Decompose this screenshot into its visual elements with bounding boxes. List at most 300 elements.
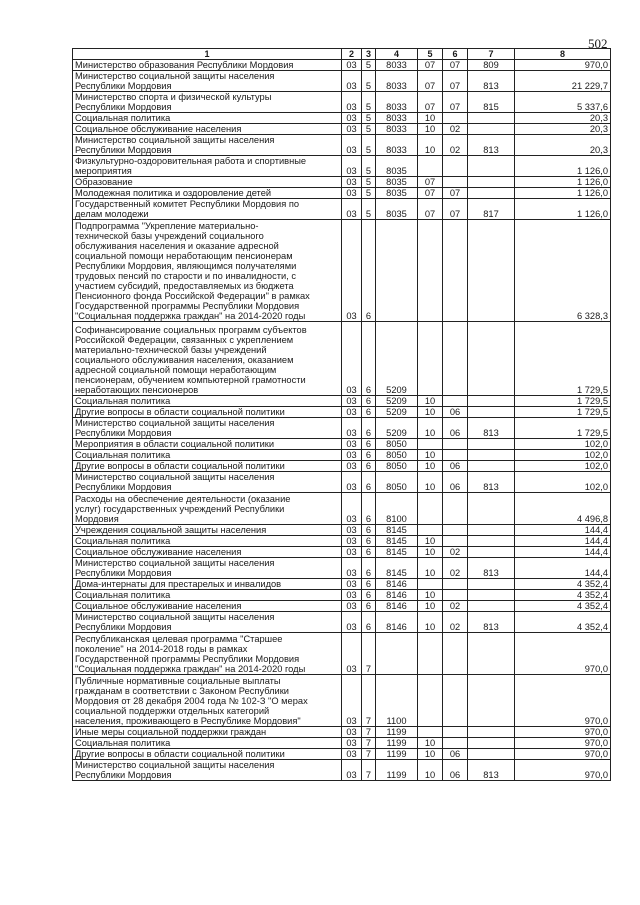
code-cell xyxy=(468,493,515,525)
code-cell xyxy=(468,156,515,177)
table-row xyxy=(73,199,611,220)
row-name: Министерство спорта и физической культуры Республики Мордовия xyxy=(73,92,342,113)
table-row xyxy=(73,135,611,156)
row-name: Социальное обслуживание населения xyxy=(73,601,342,612)
code-cell xyxy=(443,156,468,177)
code-cell: 06 xyxy=(443,749,468,760)
code-cell xyxy=(443,579,468,590)
code-cell xyxy=(468,749,515,760)
code-cell: 06 xyxy=(443,760,468,781)
code-cell: 6 xyxy=(362,461,376,472)
table-row xyxy=(73,322,611,396)
row-name: Министерство социальной защиты населения Республики Мордовия xyxy=(73,135,342,156)
code-cell xyxy=(443,322,468,396)
table-row xyxy=(73,738,611,749)
page-number: 502 xyxy=(588,36,608,51)
code-cell: 813 xyxy=(468,760,515,781)
code-cell xyxy=(468,590,515,601)
row-name: Социальная политика xyxy=(73,113,342,124)
code-cell: 5209 xyxy=(376,407,418,418)
code-cell: 03 xyxy=(342,156,362,177)
code-cell: 6 xyxy=(362,396,376,407)
amount-cell: 970,0 xyxy=(515,675,611,727)
row-name: Публичные нормативные социальные выплаты гражданам в соответствии с Законом Республики Мордовия от 28 декабря 2004 года № 102-З "О мерах социальной поддержки отдельных категорий населения, проживающего в Республике Мордовия" xyxy=(73,675,342,727)
code-cell xyxy=(468,536,515,547)
row-name: Министерство социальной защиты населения Республики Мордовия xyxy=(73,558,342,579)
code-cell xyxy=(443,675,468,727)
header-cell: 6 xyxy=(443,49,468,60)
code-cell xyxy=(443,525,468,536)
row-name: Молодежная политика и оздоровление детей xyxy=(73,188,342,199)
code-cell xyxy=(468,396,515,407)
code-cell: 8146 xyxy=(376,612,418,633)
code-cell: 02 xyxy=(443,135,468,156)
row-name: Министерство социальной защиты населения Республики Мордовия xyxy=(73,760,342,781)
code-cell: 7 xyxy=(362,675,376,727)
table-row xyxy=(73,156,611,177)
code-cell: 8145 xyxy=(376,558,418,579)
code-cell: 03 xyxy=(342,113,362,124)
row-name: Социальная политика xyxy=(73,536,342,547)
code-cell: 07 xyxy=(418,60,443,71)
code-cell: 813 xyxy=(468,612,515,633)
code-cell: 10 xyxy=(418,418,443,439)
table-row xyxy=(73,439,611,450)
code-cell xyxy=(468,738,515,749)
code-cell: 03 xyxy=(342,124,362,135)
amount-cell: 20,3 xyxy=(515,135,611,156)
amount-cell: 1 126,0 xyxy=(515,177,611,188)
code-cell xyxy=(468,188,515,199)
code-cell: 8050 xyxy=(376,461,418,472)
code-cell: 5209 xyxy=(376,396,418,407)
code-cell: 8033 xyxy=(376,135,418,156)
header-cell: 1 xyxy=(73,49,342,60)
row-name: Образование xyxy=(73,177,342,188)
amount-cell: 102,0 xyxy=(515,439,611,450)
code-cell: 6 xyxy=(362,558,376,579)
code-cell xyxy=(443,738,468,749)
code-cell xyxy=(468,407,515,418)
code-cell: 06 xyxy=(443,418,468,439)
amount-cell: 144,4 xyxy=(515,536,611,547)
table-row xyxy=(73,493,611,525)
amount-cell: 20,3 xyxy=(515,113,611,124)
code-cell: 1199 xyxy=(376,738,418,749)
header-cell: 2 xyxy=(342,49,362,60)
code-cell xyxy=(418,439,443,450)
row-name: Другие вопросы в области социальной политики xyxy=(73,461,342,472)
code-cell: 8033 xyxy=(376,92,418,113)
amount-cell: 5 337,6 xyxy=(515,92,611,113)
code-cell: 03 xyxy=(342,199,362,220)
table-row xyxy=(73,407,611,418)
amount-cell: 102,0 xyxy=(515,461,611,472)
code-cell: 10 xyxy=(418,601,443,612)
code-cell: 03 xyxy=(342,612,362,633)
code-cell: 1100 xyxy=(376,675,418,727)
code-cell: 07 xyxy=(443,71,468,92)
table-row xyxy=(73,92,611,113)
table-row xyxy=(73,558,611,579)
code-cell: 03 xyxy=(342,675,362,727)
amount-cell: 4 352,4 xyxy=(515,590,611,601)
code-cell xyxy=(468,633,515,675)
table-row xyxy=(73,396,611,407)
code-cell xyxy=(468,439,515,450)
code-cell: 03 xyxy=(342,558,362,579)
row-name: Министерство социальной защиты населения Республики Мордовия xyxy=(73,71,342,92)
code-cell: 03 xyxy=(342,536,362,547)
code-cell xyxy=(443,493,468,525)
code-cell: 02 xyxy=(443,601,468,612)
code-cell: 03 xyxy=(342,547,362,558)
code-cell: 8035 xyxy=(376,188,418,199)
table-row xyxy=(73,601,611,612)
row-name: Социальная политика xyxy=(73,396,342,407)
code-cell: 03 xyxy=(342,418,362,439)
amount-cell: 1 126,0 xyxy=(515,156,611,177)
code-cell: 5 xyxy=(362,177,376,188)
code-cell: 5 xyxy=(362,135,376,156)
amount-cell: 102,0 xyxy=(515,472,611,493)
code-cell: 813 xyxy=(468,472,515,493)
amount-cell: 144,4 xyxy=(515,525,611,536)
table-row xyxy=(73,675,611,727)
amount-cell: 144,4 xyxy=(515,547,611,558)
code-cell: 8035 xyxy=(376,156,418,177)
table-row xyxy=(73,450,611,461)
code-cell: 5 xyxy=(362,156,376,177)
row-name: Социальная политика xyxy=(73,590,342,601)
code-cell: 6 xyxy=(362,612,376,633)
code-cell: 10 xyxy=(418,135,443,156)
code-cell xyxy=(468,322,515,396)
code-cell: 1199 xyxy=(376,749,418,760)
code-cell xyxy=(443,590,468,601)
code-cell: 6 xyxy=(362,322,376,396)
code-cell: 809 xyxy=(468,60,515,71)
table-body xyxy=(73,60,611,781)
code-cell: 03 xyxy=(342,135,362,156)
code-cell: 815 xyxy=(468,92,515,113)
row-name: Другие вопросы в области социальной политики xyxy=(73,749,342,760)
code-cell: 813 xyxy=(468,135,515,156)
code-cell xyxy=(443,177,468,188)
table-row xyxy=(73,60,611,71)
code-cell xyxy=(468,579,515,590)
code-cell xyxy=(468,461,515,472)
code-cell: 03 xyxy=(342,322,362,396)
code-cell: 1199 xyxy=(376,760,418,781)
code-cell: 6 xyxy=(362,439,376,450)
code-cell: 07 xyxy=(418,199,443,220)
code-cell xyxy=(443,439,468,450)
code-cell xyxy=(468,601,515,612)
code-cell: 5 xyxy=(362,92,376,113)
row-name: Подпрограмма "Укрепление материально- технической базы учреждений социального обслуживания населения и оказание адресной социальной помощи неработающим пенсионерам Республики Мордовия, являющимся получателями трудовых пенсий по старости и по инвалидности, с участием субсидий, предоставляемых из бюджета Пенсионного фонда Российской Федерации" в рамках Государственной программы Республики Мордовия "Социальная поддержка граждан" на 2014-2020 годы xyxy=(73,220,342,322)
amount-cell: 4 352,4 xyxy=(515,612,611,633)
code-cell: 10 xyxy=(418,113,443,124)
row-name: Другие вопросы в области социальной политики xyxy=(73,407,342,418)
code-cell: 8050 xyxy=(376,472,418,493)
code-cell: 03 xyxy=(342,439,362,450)
code-cell: 8100 xyxy=(376,493,418,525)
code-cell: 6 xyxy=(362,220,376,322)
code-cell xyxy=(418,525,443,536)
code-cell: 07 xyxy=(418,71,443,92)
code-cell: 07 xyxy=(418,188,443,199)
code-cell: 03 xyxy=(342,472,362,493)
code-cell: 5 xyxy=(362,60,376,71)
amount-cell: 4 352,4 xyxy=(515,579,611,590)
row-name: Социальное обслуживание населения xyxy=(73,547,342,558)
table-row xyxy=(73,124,611,135)
header-cell: 7 xyxy=(468,49,515,60)
code-cell: 03 xyxy=(342,579,362,590)
table-row xyxy=(73,525,611,536)
code-cell: 8033 xyxy=(376,71,418,92)
table-header-row xyxy=(73,49,611,60)
code-cell xyxy=(443,727,468,738)
code-cell: 5209 xyxy=(376,322,418,396)
code-cell: 02 xyxy=(443,612,468,633)
row-name: Министерство социальной защиты населения Республики Мордовия xyxy=(73,418,342,439)
code-cell: 7 xyxy=(362,749,376,760)
code-cell: 1199 xyxy=(376,727,418,738)
table-row xyxy=(73,536,611,547)
code-cell: 6 xyxy=(362,418,376,439)
code-cell: 03 xyxy=(342,633,362,675)
code-cell: 03 xyxy=(342,188,362,199)
code-cell: 7 xyxy=(362,633,376,675)
code-cell: 6 xyxy=(362,525,376,536)
amount-cell: 1 729,5 xyxy=(515,396,611,407)
code-cell xyxy=(468,675,515,727)
code-cell: 03 xyxy=(342,71,362,92)
table-row xyxy=(73,418,611,439)
code-cell: 813 xyxy=(468,558,515,579)
amount-cell: 970,0 xyxy=(515,60,611,71)
code-cell: 7 xyxy=(362,727,376,738)
code-cell xyxy=(443,536,468,547)
code-cell: 6 xyxy=(362,536,376,547)
code-cell: 07 xyxy=(443,60,468,71)
code-cell: 813 xyxy=(468,71,515,92)
code-cell xyxy=(376,633,418,675)
code-cell: 8146 xyxy=(376,601,418,612)
code-cell: 6 xyxy=(362,579,376,590)
amount-cell: 4 496,8 xyxy=(515,493,611,525)
table-row xyxy=(73,579,611,590)
table-row xyxy=(73,727,611,738)
code-cell: 5 xyxy=(362,124,376,135)
code-cell xyxy=(443,633,468,675)
code-cell: 8050 xyxy=(376,450,418,461)
row-name: Социальное обслуживание населения xyxy=(73,124,342,135)
code-cell xyxy=(468,727,515,738)
code-cell: 07 xyxy=(418,177,443,188)
code-cell: 817 xyxy=(468,199,515,220)
code-cell: 10 xyxy=(418,124,443,135)
code-cell xyxy=(418,675,443,727)
code-cell xyxy=(443,113,468,124)
table-row xyxy=(73,547,611,558)
amount-cell: 1 729,5 xyxy=(515,322,611,396)
code-cell: 03 xyxy=(342,60,362,71)
code-cell xyxy=(418,220,443,322)
row-name: Мероприятия в области социальной политики xyxy=(73,439,342,450)
code-cell: 03 xyxy=(342,92,362,113)
row-name: Министерство социальной защиты населения Республики Мордовия xyxy=(73,472,342,493)
code-cell xyxy=(418,156,443,177)
code-cell: 06 xyxy=(443,461,468,472)
code-cell xyxy=(468,547,515,558)
code-cell xyxy=(443,220,468,322)
table-row xyxy=(73,760,611,781)
code-cell: 10 xyxy=(418,749,443,760)
code-cell: 03 xyxy=(342,407,362,418)
code-cell: 10 xyxy=(418,558,443,579)
code-cell: 8145 xyxy=(376,547,418,558)
code-cell: 8033 xyxy=(376,124,418,135)
code-cell: 10 xyxy=(418,407,443,418)
code-cell xyxy=(468,177,515,188)
code-cell xyxy=(376,220,418,322)
amount-cell: 970,0 xyxy=(515,727,611,738)
row-name: Иные меры социальной поддержки граждан xyxy=(73,727,342,738)
amount-cell: 4 352,4 xyxy=(515,601,611,612)
row-name: Министерство социальной защиты населения Республики Мордовия xyxy=(73,612,342,633)
table-row xyxy=(73,461,611,472)
code-cell: 6 xyxy=(362,590,376,601)
code-cell: 10 xyxy=(418,590,443,601)
amount-cell: 1 729,5 xyxy=(515,418,611,439)
code-cell: 03 xyxy=(342,493,362,525)
row-name: Софинансирование социальных программ субъектов Российской Федерации, связанных с укреплением материально-технической базы учреждений социального обслуживания населения, оказанием адресной социальной помощи неработающим пенсионерам, обучением компьютерной грамотности неработающих пенсионеров xyxy=(73,322,342,396)
code-cell: 10 xyxy=(418,472,443,493)
code-cell xyxy=(418,322,443,396)
code-cell: 8033 xyxy=(376,60,418,71)
code-cell: 8145 xyxy=(376,525,418,536)
code-cell: 5 xyxy=(362,113,376,124)
table-row xyxy=(73,71,611,92)
table-row xyxy=(73,590,611,601)
header-cell: 8 xyxy=(515,49,611,60)
code-cell: 8050 xyxy=(376,439,418,450)
code-cell xyxy=(468,113,515,124)
code-cell: 10 xyxy=(418,461,443,472)
code-cell: 8146 xyxy=(376,579,418,590)
code-cell: 02 xyxy=(443,558,468,579)
row-name: Дома-интернаты для престарелых и инвалидов xyxy=(73,579,342,590)
amount-cell: 102,0 xyxy=(515,450,611,461)
code-cell: 10 xyxy=(418,738,443,749)
code-cell: 7 xyxy=(362,738,376,749)
row-name: Социальная политика xyxy=(73,450,342,461)
code-cell: 6 xyxy=(362,450,376,461)
code-cell: 03 xyxy=(342,220,362,322)
code-cell: 6 xyxy=(362,407,376,418)
code-cell: 07 xyxy=(443,92,468,113)
code-cell xyxy=(418,493,443,525)
code-cell: 10 xyxy=(418,396,443,407)
code-cell: 5 xyxy=(362,71,376,92)
row-name: Социальная политика xyxy=(73,738,342,749)
code-cell: 02 xyxy=(443,124,468,135)
code-cell xyxy=(443,450,468,461)
header-cell: 3 xyxy=(362,49,376,60)
code-cell: 6 xyxy=(362,601,376,612)
row-name: Министерство образования Республики Мордовия xyxy=(73,60,342,71)
code-cell: 07 xyxy=(443,199,468,220)
code-cell: 03 xyxy=(342,760,362,781)
code-cell: 03 xyxy=(342,396,362,407)
code-cell: 03 xyxy=(342,738,362,749)
code-cell xyxy=(468,124,515,135)
table-row xyxy=(73,177,611,188)
code-cell: 10 xyxy=(418,547,443,558)
table-row xyxy=(73,113,611,124)
code-cell: 03 xyxy=(342,461,362,472)
code-cell: 8033 xyxy=(376,113,418,124)
amount-cell: 6 328,3 xyxy=(515,220,611,322)
code-cell: 5209 xyxy=(376,418,418,439)
code-cell xyxy=(418,633,443,675)
row-name: Расходы на обеспечение деятельности (оказание услуг) государственных учреждений Республики Мордовия xyxy=(73,493,342,525)
amount-cell: 1 126,0 xyxy=(515,188,611,199)
header-cell: 5 xyxy=(418,49,443,60)
code-cell: 6 xyxy=(362,547,376,558)
code-cell xyxy=(468,450,515,461)
amount-cell: 144,4 xyxy=(515,558,611,579)
code-cell: 06 xyxy=(443,472,468,493)
code-cell: 03 xyxy=(342,749,362,760)
code-cell: 10 xyxy=(418,612,443,633)
code-cell: 02 xyxy=(443,547,468,558)
code-cell: 5 xyxy=(362,188,376,199)
code-cell: 03 xyxy=(342,450,362,461)
code-cell xyxy=(468,525,515,536)
code-cell: 6 xyxy=(362,472,376,493)
header-cell: 4 xyxy=(376,49,418,60)
amount-cell: 21 229,7 xyxy=(515,71,611,92)
code-cell xyxy=(418,727,443,738)
amount-cell: 970,0 xyxy=(515,738,611,749)
amount-cell: 970,0 xyxy=(515,633,611,675)
row-name: Физкультурно-оздоровительная работа и спортивные мероприятия xyxy=(73,156,342,177)
code-cell xyxy=(468,220,515,322)
table-row xyxy=(73,472,611,493)
code-cell: 03 xyxy=(342,177,362,188)
code-cell: 03 xyxy=(342,727,362,738)
code-cell xyxy=(443,396,468,407)
code-cell: 10 xyxy=(418,536,443,547)
table-row xyxy=(73,612,611,633)
code-cell: 03 xyxy=(342,601,362,612)
code-cell: 6 xyxy=(362,493,376,525)
amount-cell: 1 729,5 xyxy=(515,407,611,418)
code-cell: 03 xyxy=(342,525,362,536)
amount-cell: 20,3 xyxy=(515,124,611,135)
table-row xyxy=(73,220,611,322)
amount-cell: 970,0 xyxy=(515,760,611,781)
row-name: Государственный комитет Республики Мордовия по делам молодежи xyxy=(73,199,342,220)
code-cell: 07 xyxy=(418,92,443,113)
budget-table xyxy=(72,48,611,781)
code-cell: 8145 xyxy=(376,536,418,547)
code-cell: 813 xyxy=(468,418,515,439)
